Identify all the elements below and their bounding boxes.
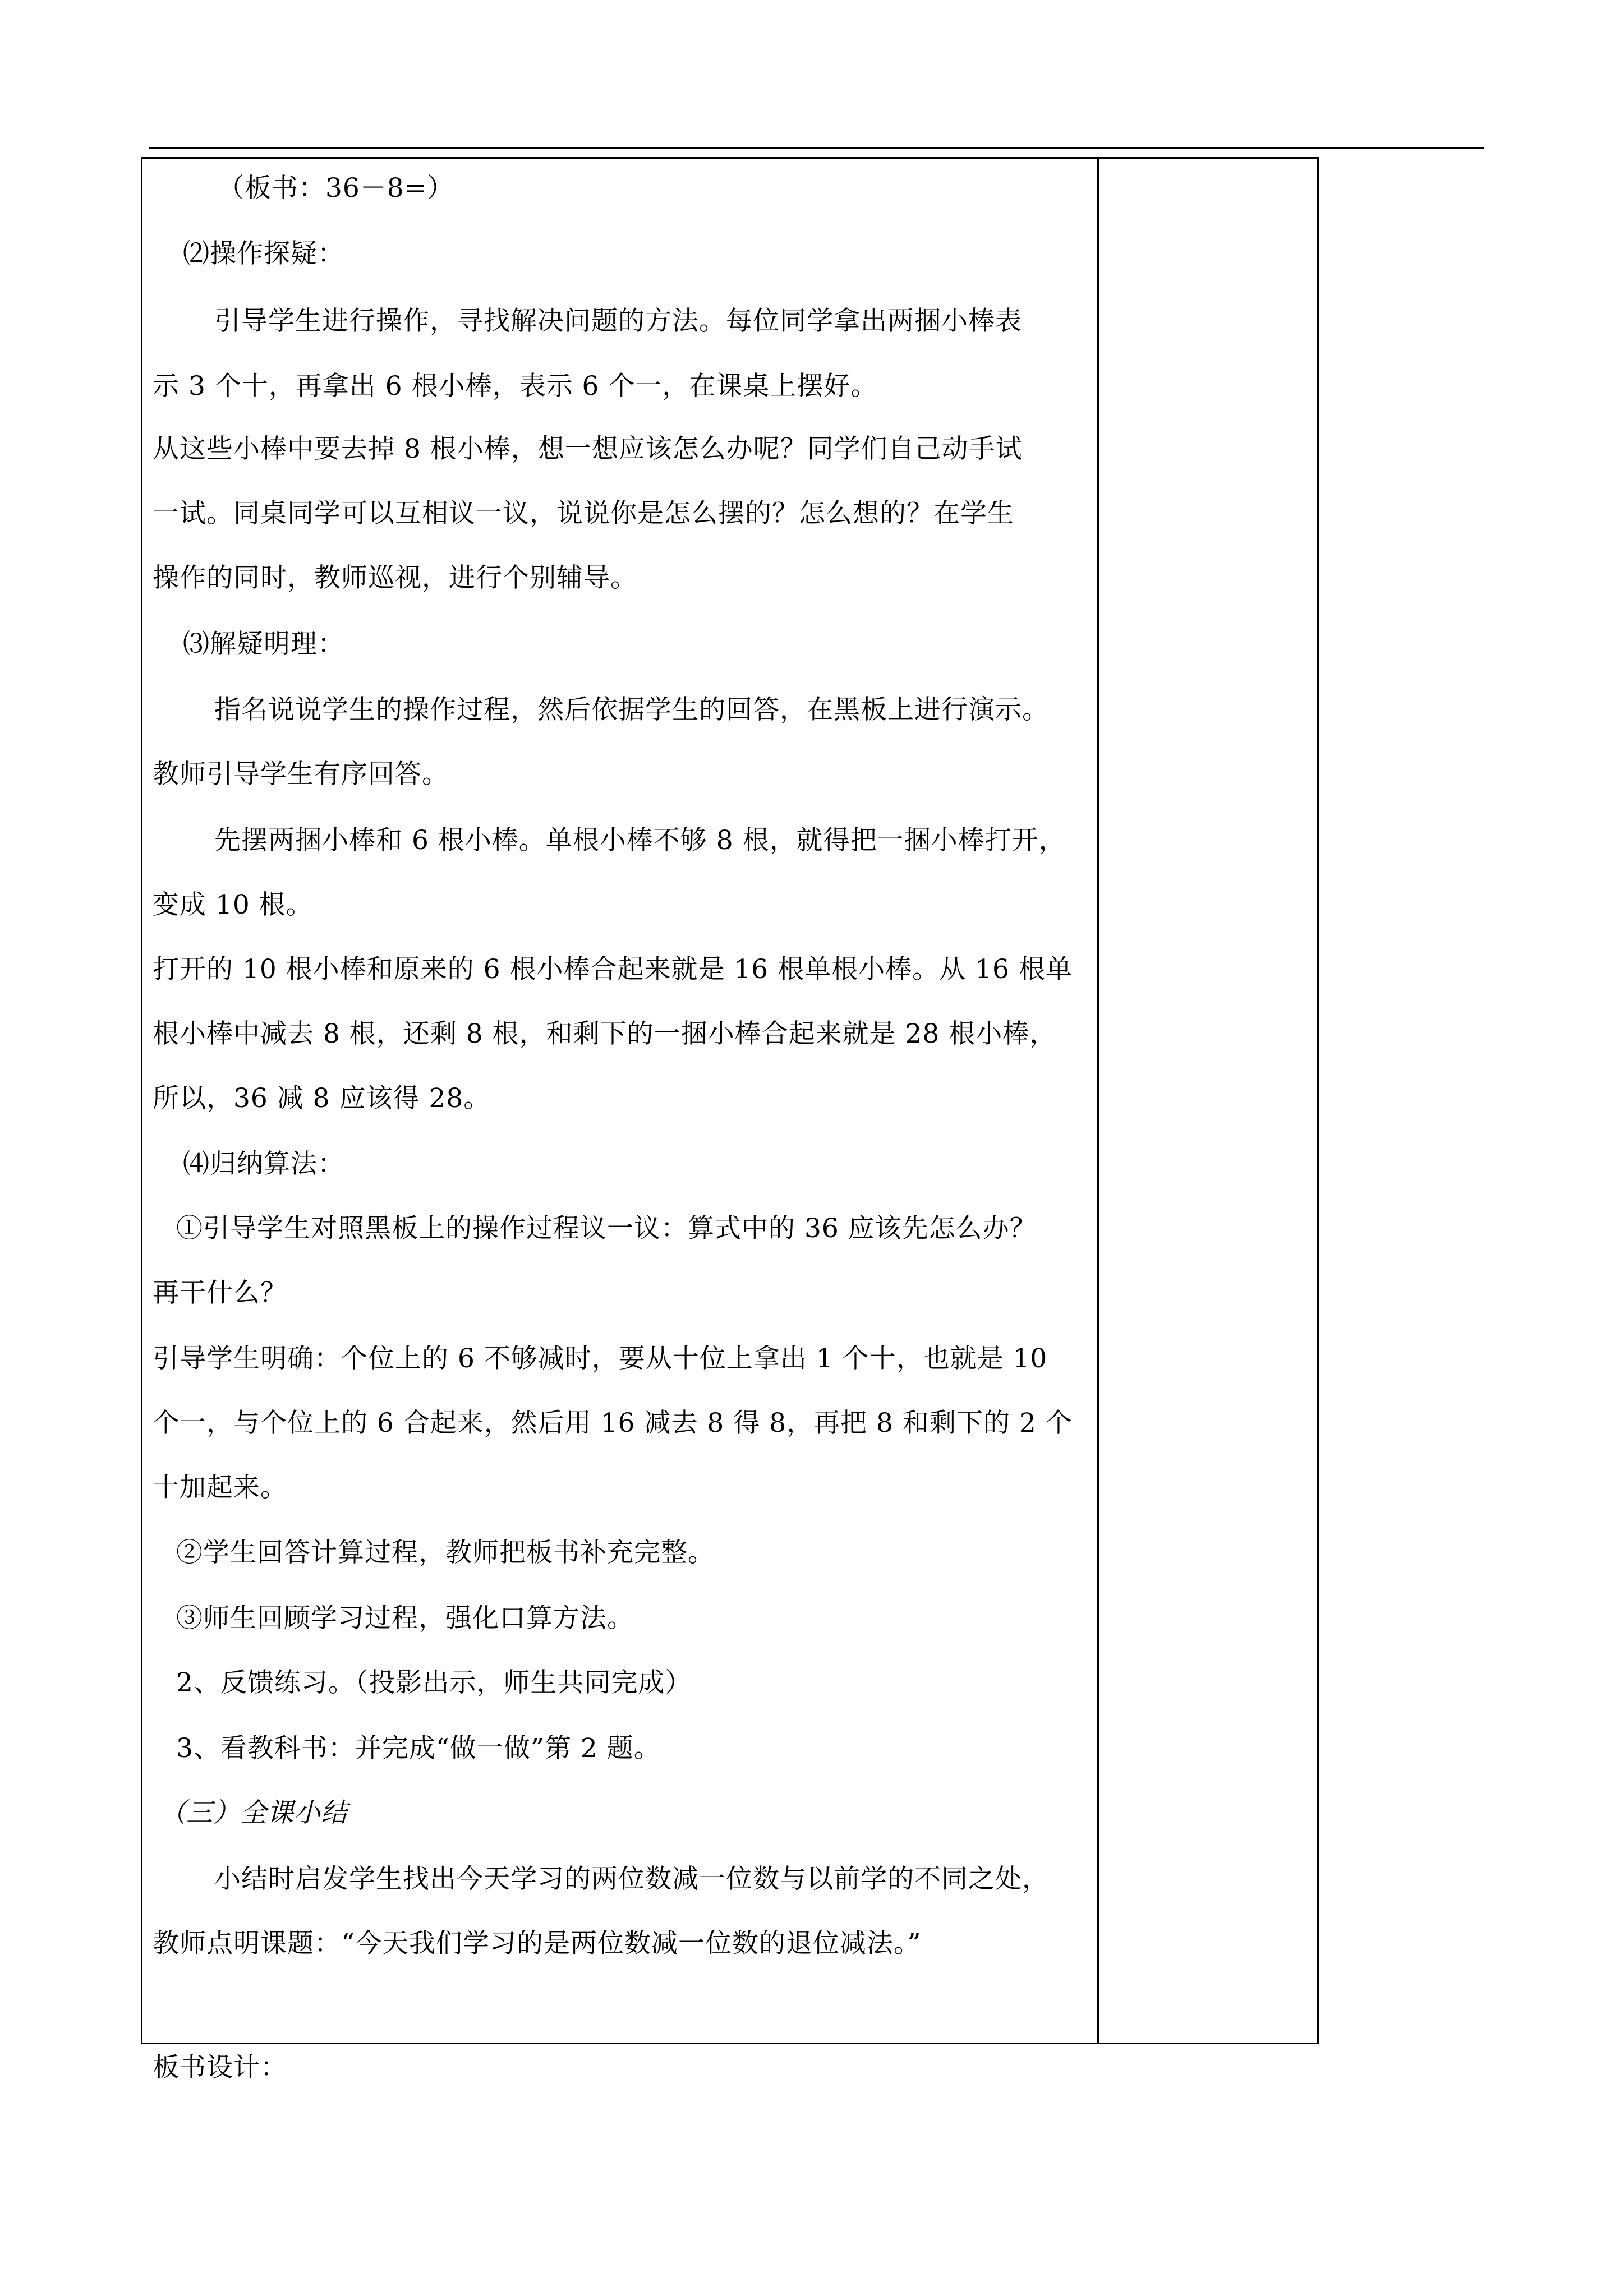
paragraph-line: 操作的同时，教师巡视，进行个别辅导。 [153,563,637,593]
paragraph-line: 根小棒中减去 8 根，还剩 8 根，和剩下的一捆小棒合起来就是 28 根小棒， [153,1018,1057,1049]
paragraph-line: 个一，与个位上的 6 合起来，然后用 16 减去 8 得 8，再把 8 和剩下的 2 个 [153,1408,1073,1439]
paragraph-line: 教师点明课题：“今天我们学习的是两位数减一位数的退位减法。” [153,1928,922,1959]
header-rule [149,147,1484,149]
notes-column [1099,159,1317,2043]
paragraph-line: 再干什么？ [153,1278,287,1308]
paragraph-line: 小结时启发学生找出今天学习的两位数减一位数与以前学的不同之处， [214,1864,1049,1894]
lesson-table [141,157,1319,2083]
paragraph-line: 所以，36 减 8 应该得 28。 [153,1083,491,1114]
board-note-line: （板书：36－8=） [218,173,454,204]
paragraph-line: 教师引导学生有序回答。 [153,759,449,790]
paragraph-line: 先摆两捆小棒和 6 根小棒。单根小棒不够 8 根，就得把一捆小棒打开， [214,825,1066,856]
paragraph-line: 变成 10 根。 [153,889,313,920]
paragraph-line: 2、反馈练习。（投影出示，师生共同完成） [176,1667,692,1698]
paragraph-line: 引导学生进行操作，寻找解决问题的方法。每位同学拿出两捆小棒表 [214,306,1022,336]
paragraph-line: ②学生回答计算过程，教师把板书补充完整。 [176,1537,715,1568]
section-heading-explore: ⑵操作探疑： [183,238,344,269]
paragraph-line: 从这些小棒中要去掉 8 根小棒，想一想应该怎么办呢？同学们自己动手试 [153,434,1023,464]
section-heading-summarize: ⑷归纳算法： [183,1149,344,1179]
paragraph-line: 一试。同桌同学可以互相议一议，说说你是怎么摆的？怎么想的？在学生 [153,498,1014,529]
paragraph-line: 3、看教科书：并完成“做一做”第 2 题。 [176,1733,661,1764]
section-heading-summary: （三）全课小结 [159,1797,348,1828]
paragraph-line: 指名说说学生的操作过程，然后依据学生的回答，在黑板上进行演示。 [214,694,1049,725]
paragraph-line: 示 3 个十，再拿出 6 根小棒，表示 6 个一，在课桌上摆好。 [153,371,878,402]
paragraph-line: 打开的 10 根小棒和原来的 6 根小棒合起来就是 16 根单根小棒。从 16 根单 [153,954,1073,985]
paragraph-line: ③师生回顾学习过程，强化口算方法。 [176,1603,634,1634]
section-heading-explain: ⑶解疑明理： [183,629,344,660]
paragraph-line: 十加起来。 [153,1472,287,1503]
board-design-label: 板书设计： [153,2052,287,2083]
paragraph-line: 引导学生明确：个位上的 6 不够减时，要从十位上拿出 1 个十，也就是 10 [153,1343,1048,1374]
paragraph-line: ①引导学生对照黑板上的操作过程议一议：算式中的 36 应该先怎么办？ [176,1213,1037,1244]
